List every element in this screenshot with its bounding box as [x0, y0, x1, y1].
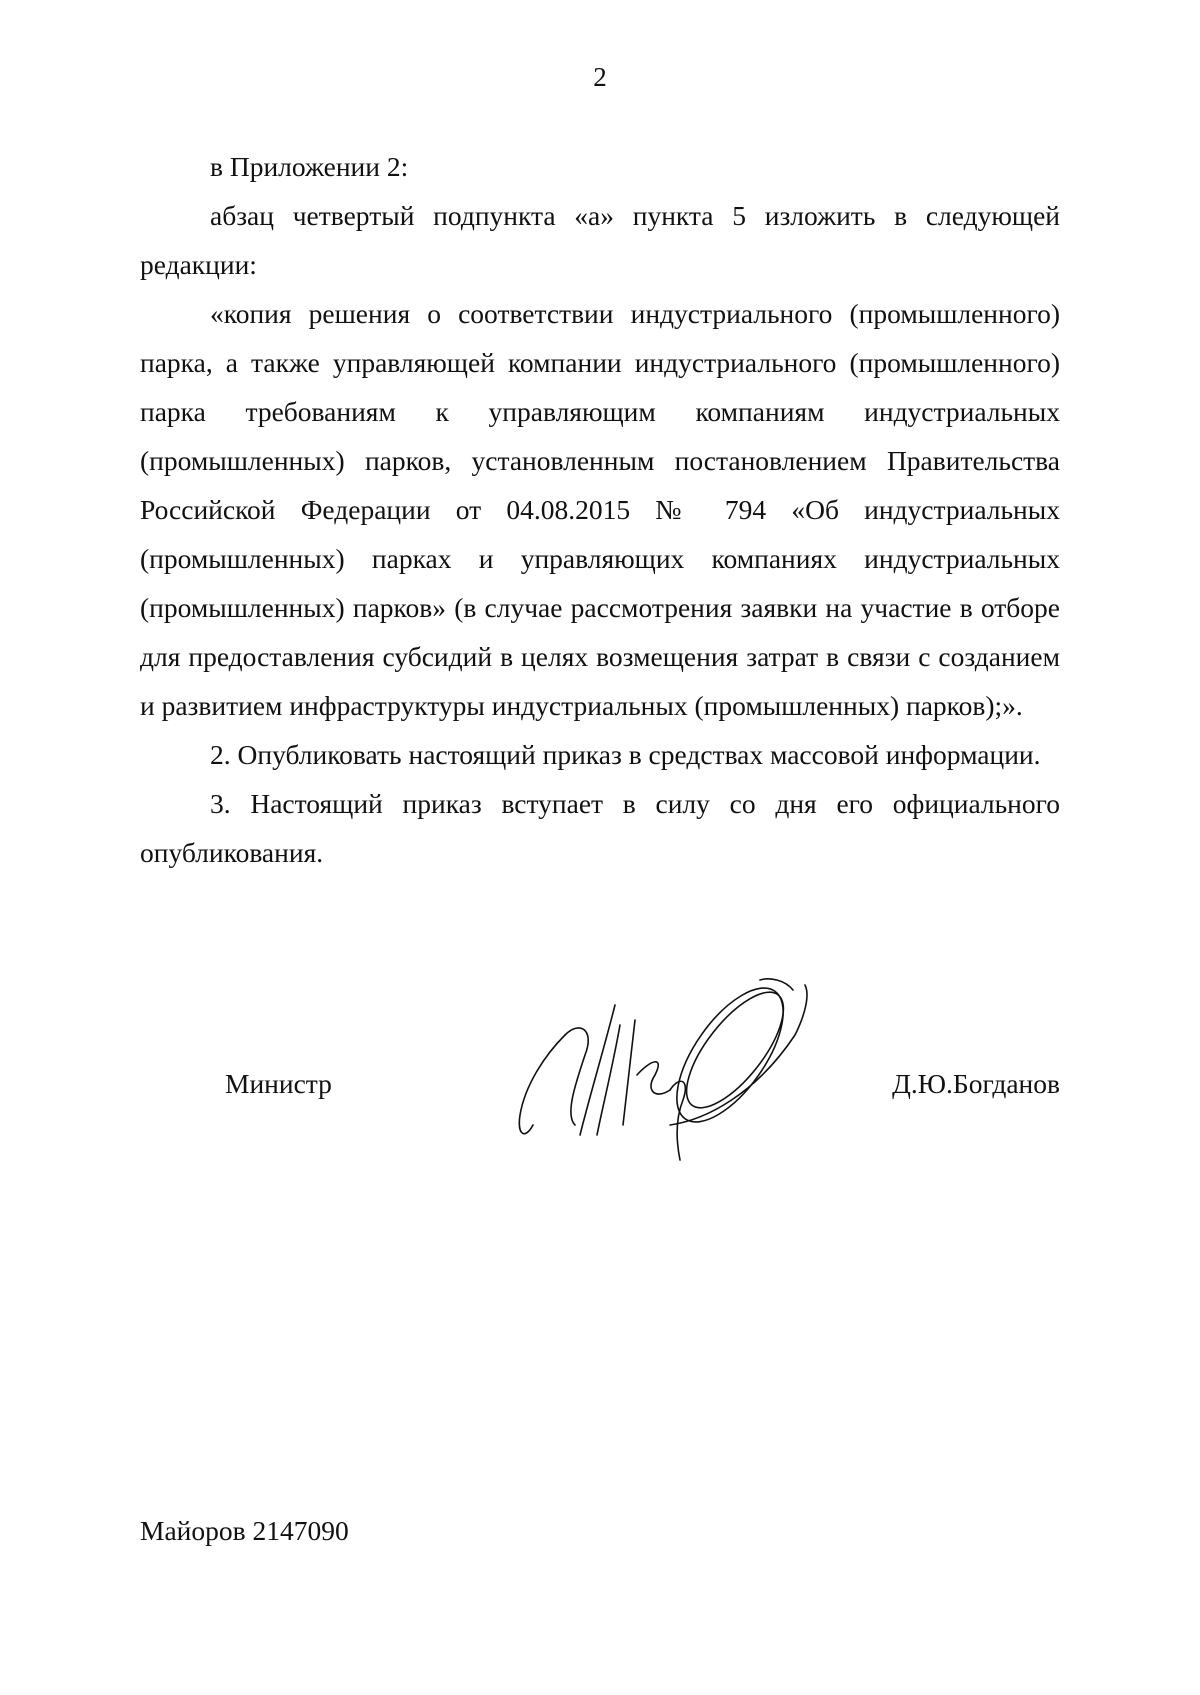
handwritten-signature	[505, 975, 825, 1165]
paragraph-amendment-text: «копия решения о соответствии индустриального (промышленного) парка, а также управляющей компании индустриального (промышленного) парка требованиям к управляющим компаниям индустриальных (промышленных) парков, установленным постановлением Правительства Российской Федерации от 04.08.2015 № 794 «Об индустриальных (промышленных) парках и управляющих компаниях индустриальных (промышленных) парков» (в случае рассмотрения заявки на участие в отборе для предоставления субсидий в целях возмещения затрат в связи с созданием и развитием инфраструктуры индустриальных (промышленных) парков);».	[140, 298, 1060, 721]
signatory-title: Министр	[225, 1068, 332, 1099]
paragraph-amendment-intro: абзац четвертый подпункта «а» пункта 5 изложить в следующей редакции:	[140, 200, 1060, 280]
executor-contact: Майоров 2147090	[140, 1515, 349, 1546]
document-body	[140, 142, 1060, 877]
paragraph-effective: 3. Настоящий приказ вступает в силу со дня его официального опубликования.	[140, 788, 1060, 868]
paragraph-publish: 2. Опубликовать настоящий приказ в средствах массовой информации.	[210, 739, 1041, 770]
signatory-name: Д.Ю.Богданов	[892, 1068, 1060, 1099]
page-number: 2	[593, 62, 607, 92]
paragraph-appendix-ref: в Приложении 2:	[210, 151, 409, 182]
